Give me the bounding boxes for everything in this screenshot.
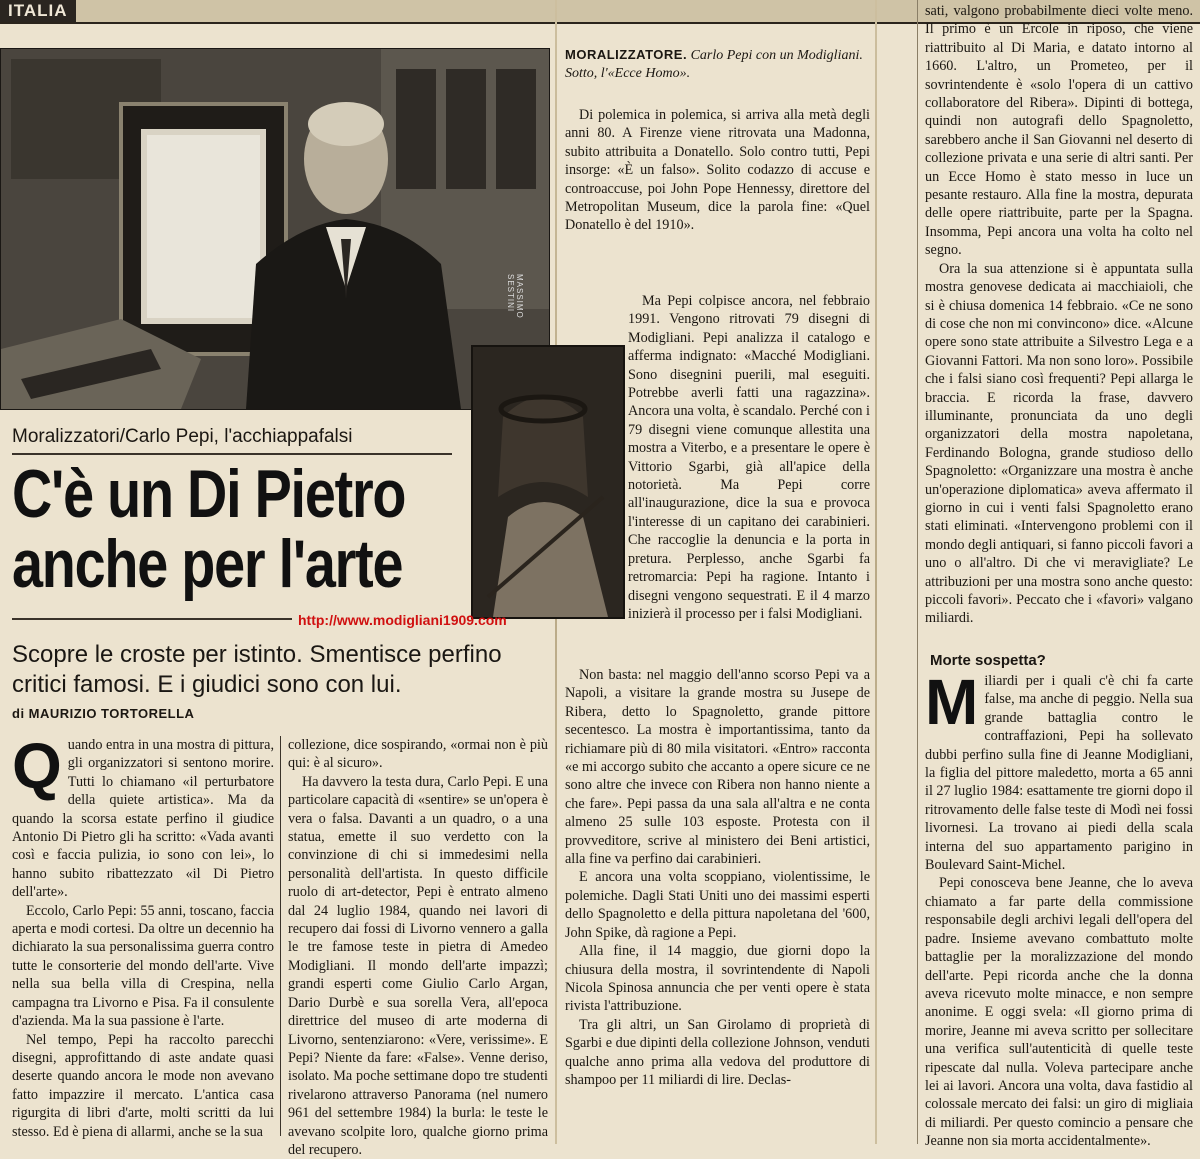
paragraph: sati, valgono probabilmente dieci volte meno. Il primo è un Ercole in riposo, che viene riattribuito al Di Maria, e datato intorno al 1660. L'altro, un Prometeo, per il sovrintendente è «solo l'opera di un cattivo collaboratore del Ribera». Dipinti di bottega, quindi non autografi dello Spagnoletto, sarebbero anche il San Giovanni nel deserto di collezione privata e una serie di altri santi. Per un Ecce Homo è stato messo in luce un pesante restauro. Alla fine la mostra, depurata delle opere riattribuite, parte per la Spagna. Insomma, Pepi ancora una volta ha colto nel segno. bbox=[925, 3, 1193, 259]
headline-rule bbox=[12, 618, 292, 620]
paragraph: collezione, dice sospirando, «ormai non è più qui: è al sicuro». bbox=[288, 737, 548, 772]
main-photo bbox=[0, 48, 550, 410]
caption-text: Carlo Pepi con un Modigliani. Sotto, l'«Ecce Homo». bbox=[565, 48, 863, 81]
paragraph: Nel tempo, Pepi ha raccolto parecchi disegni, approfittando di aste andate quasi deserte quando ancora le mode non avevano fatto impazzire il mercato. L'antica casa rigurgita di libri d'arte, molti scritti da lui stesso. Ed è piena di allarmi, anche se la sua bbox=[12, 1031, 274, 1140]
article-column-3a bbox=[565, 106, 870, 235]
paragraph: Eccolo, Carlo Pepi: 55 anni, toscano, faccia aperta e modi cortesi. Da oltre un decennio ha dichiarato la sua personalissima guerra contro tutte le consorterie del mondo dell'arte. Vive nella sua bella villa di Crespina, nella campagna tra Livorno e Pisa. Fa il consulente d'azienda. Ma la sua passione è l'arte. bbox=[12, 902, 274, 1030]
paragraph: Ha davvero la testa dura, Carlo Pepi. E una particolare capacità di «sentire» se un'opera è vera o falsa. Davanti a un quadro, o a una statua, emette il suo verdetto con la convinzione di chi si immedesimi nella personalità dell'artista. In questo difficile ruolo di art-detector, Pepi è entrato almeno dal 24 luglio 1984, quando nei lavori di recupero dai fossi di Livorno vennero a galla le tre famose teste in pietra di Amedeo Modigliani. Il mondo dell'arte impazzì; grandi esperti come Giulio Carlo Argan, Dario Durbè e sua sorella Vera, all'epoca direttrice del museo di arte moderna di Livorno, sentenziarono: «Vere, verissime». E Pepi? Niente da fare: «False». Venne deriso, isolato. Ma poche settimane dopo tre studenti rivelarono attraverso Panorama (nel numero 961 del settembre 1984) la burla: le teste le avevano scolpite loro, qualche giorno prima del recupero. bbox=[288, 773, 548, 1158]
article-column-4 bbox=[925, 2, 1193, 628]
carlo-pepi-photo-illustration bbox=[1, 49, 549, 409]
column-rule bbox=[917, 0, 918, 1144]
column-rule bbox=[280, 736, 281, 1136]
paragraph: Ora la sua attenzione si è appuntata sulla mostra genovese dedicata ai macchiaioli, che si è chiusa domenica 14 febbraio. «Ce ne sono di cose che non mi convincono» dice. «Alcune opere sono state attribuite a Silvestro Lega e a Giovanni Fattori. Ma non sono loro». Possibile che i falsi siano così frequenti? Pepi allarga le braccia. E ricorda la frase, davvero illuminante, pronunciata da uno degli organizzatori della mostra napoletana, Ferdinando Bologna, grande studioso dello Spagnoletto: «Organizzare una mostra è anche un'operazione diplomatica» aveva affermato il giorno in cui i venti falsi Spagnoletto erano stati eliminati. «Intervengono problemi con il mondo degli antiquari, si fanno piccoli favori a uno o all'altro. Di che vi meravigliate? Le attribuzioni per una mostra sono anche questo: piccoli favori». Peccato che i «favori» valgano miliardi. bbox=[925, 260, 1193, 627]
dropcap: Q bbox=[12, 730, 62, 802]
paragraph: Ma Pepi colpisce ancora, nel febbraio 1991. Vengono ritrovati 79 disegni di Modigliani. Pepi analizza il catalogo e afferma indignato: «Macché Modigliani. Sono disegnini puerili, mal eseguiti. Potrebbe averli fatti una ragazzina». Ancora una volta, è scandalo. Perché con i 79 disegni viene comunque allestita una mostra a Viterbo, e a presentare le opere è Vittorio Sgarbi, già all'apice della notorietà. Ma Pepi corre all'inaugurazione, dice la sua e provoca l'interesse di un capitano dei carabinieri. Che raccoglie la denuncia e la porta in pretura. Perplesso, anche Sgarbi fa retromarcia: Pepi ha ragione. Intanto i disegni vengono sequestrati. E il 4 marzo inizierà il processo per i falsi Modigliani. bbox=[628, 293, 870, 622]
paragraph: Di polemica in polemica, si arriva alla metà degli anni 80. A Firenze viene ritrovata una Madonna, subito attribuita a Donatello. Solo contro tutti, Pepi insorge: «È un falso». Solito codazzo di accuse e controaccuse, poi John Pope Hennessy, direttore del Metropolitan Museum, dice la parola fine: «Quel Donatello è del 1910». bbox=[565, 107, 870, 234]
paragraph: uando entra in una mostra di pittura, gli organizzatori si sentono morire. Tutti lo chiamano «il perturbatore della quiete artistica». Ma da quando la scorsa estate perfino il giudice Antonio Di Pietro gli ha scritto: «Vada avanti così e faccia pulizia, io sono con lei», lo hanno subito ribattezzato «il Di Pietro dell'arte». bbox=[12, 737, 274, 901]
article-column-4b bbox=[925, 666, 1193, 1151]
photo-credit: MASSIMO SESTINI bbox=[506, 274, 524, 319]
paragraph: iliardi per i quali c'è chi fa carte false, ma anche di peggio. Nella sua grande battaglia contro le contraffazioni, Pepi ha sollevato dubbi perfino sulla fine di Jeanne Modigliani, la figlia del pittore maledetto, morta a 65 anni il 27 luglio 1984: esattamente tre giorni dopo il ritrovamento delle false teste di Modì nei fossi livornesi. La trovano ai piedi della scala interna del suo appartamento parigino in Boulevard Saint-Michel. bbox=[925, 673, 1193, 874]
ecce-homo-illustration bbox=[473, 347, 623, 617]
dropcap: M bbox=[925, 666, 979, 738]
ecce-homo-photo bbox=[471, 345, 625, 619]
paragraph: Non basta: nel maggio dell'anno scorso Pepi va a Napoli, a visitare la grande mostra su Jusepe de Ribera, detto lo Spagnoletto, grande pittore secentesco. La mostra è importantissima, tanto da richiamare più di 80 mila visitatori. «Entro» racconta «e mi accorgo subito che accanto a opere sicure ce ne sono altre che invece con Ribera non hanno niente a che fare». Pepi passa da una sala all'altra e ne conta almeno 25 sulle 103 esposte. Protesta con il provveditore, scrive al ministero dei Beni artistici, alla fine va perfino dai carabinieri. bbox=[565, 667, 870, 868]
headline-line-1: C'è un Di Pietro bbox=[12, 456, 406, 532]
caption-label: MORALIZZATORE. bbox=[565, 47, 688, 62]
byline: di MAURIZIO TORTORELLA bbox=[12, 706, 195, 721]
paragraph: Alla fine, il 14 maggio, due giorni dopo la chiusura della mostra, il sovrintendente di Napoli Nicola Spinosa annuncia che per venti opere è stata rivista l'attribuzione. bbox=[565, 943, 870, 1015]
watermark-url[interactable]: http://www.modigliani1909.com bbox=[298, 612, 507, 628]
subhead: Morte sospetta? bbox=[930, 652, 1046, 669]
article-column-2 bbox=[288, 736, 548, 1159]
kicker: Moralizzatori/Carlo Pepi, l'acchiappafalsi bbox=[12, 426, 353, 447]
deck: Scopre le croste per istinto. Smentisce perfino critici famosi. E i giudici sono con lui. bbox=[12, 641, 502, 698]
paragraph: E ancora una volta scoppiano, violentissime, le polemiche. Dagli Stati Uniti uno dei massimi esperti dello Spagnoletto e della pittura napoletana del '600, John Spike, dà ragione a Pepi. bbox=[565, 869, 870, 941]
article-column-1 bbox=[12, 730, 274, 1141]
paragraph: Pepi conosceva bene Jeanne, che lo aveva chiamato a far parte della commissione responsabile degli archivi legali dell'opera del padre. Insieme avevano combattuto molte battaglie per la moralizzazione del mondo dell'arte. Pepi ricorda anche che la donna aveva ricevuto molte minacce, e non sempre anonime. E oggi svela: «Il giorno prima di morire, Jeanne mi aveva scritto per sollecitare una verifica sull'autenticità di quelle teste ripescate dal nulla. Voleva partecipare anche lei ai lavori. Ancora una volta, dava fastidio al colossale mercato dei falsi: un giro di migliaia di miliardi. Per questo comincio a pensare che Jeanne non sia morta accidentalmente». bbox=[925, 875, 1193, 1150]
article-column-3b bbox=[628, 292, 870, 623]
kicker-rule bbox=[12, 453, 452, 455]
section-label: ITALIA bbox=[0, 0, 76, 22]
photo-caption bbox=[565, 46, 870, 83]
paragraph: Tra gli altri, un San Girolamo di proprietà di Sgarbi e due dipinti della collezione Johnson, venduti qualche anno prima alla vedova del produttore di shampoo per 11 miliardi di lire. Declas- bbox=[565, 1016, 870, 1088]
page-fold bbox=[875, 0, 877, 1144]
headline-line-2: anche per l'arte bbox=[12, 526, 403, 602]
article-column-3c bbox=[565, 666, 870, 1089]
